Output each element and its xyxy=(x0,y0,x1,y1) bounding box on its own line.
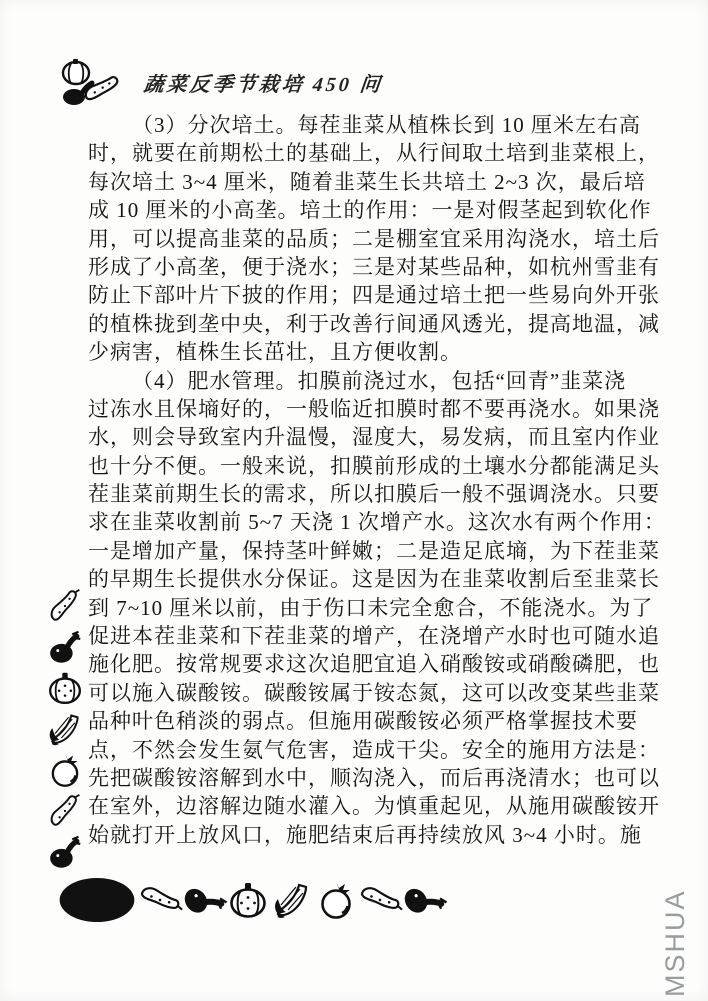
pumpkin-icon xyxy=(47,670,83,706)
corn-icon xyxy=(47,711,83,747)
body-line: 也十分不便。一般来说，扣膜前形成的土壤水分都能满足头 xyxy=(88,453,660,478)
pumpkin-icon xyxy=(228,880,268,920)
body-line: 防止下部叶片下披的作用；四是通过培土把一些易向外开张 xyxy=(88,283,660,308)
body-line: 一是增加产量，保持茎叶鲜嫩；二是造足底墒，为下茬韭菜 xyxy=(88,538,660,563)
body-line: 可以施入碳酸铵。碳酸铵属于铵态氮，这可以改变某些韭菜 xyxy=(88,680,660,705)
body-line: 少病害，植株生长茁壮，且方便收割。 xyxy=(88,340,462,365)
body-line: 始就打开上放风口，施肥结束后再持续放风 3~4 小时。施 xyxy=(88,822,642,847)
body-line: （3）分次培土。每茬韭菜从植株长到 10 厘米左右高 xyxy=(132,113,641,137)
vegetable-cluster-icon xyxy=(60,57,132,107)
body-text xyxy=(88,111,666,849)
eggplant-icon xyxy=(47,629,83,665)
tomato-icon xyxy=(47,752,83,788)
cucumber-icon xyxy=(355,875,405,925)
left-margin-icons xyxy=(38,588,92,870)
body-line: 的植株拢到垄中央，利于改善行间通风透光，提高地温，减 xyxy=(88,311,660,336)
body-line: 品种叶色稍淡的弱点。但施用碳酸铵必须严格掌握技术要 xyxy=(88,709,638,734)
eggplant-icon xyxy=(396,872,452,928)
body-line: 形成了小高垄，便于浇水；三是对某些品种，如杭州雪韭有 xyxy=(88,254,660,279)
tomato-icon xyxy=(316,880,356,920)
corn-icon xyxy=(272,880,312,920)
body-line: 促进本茬韭菜和下茬韭菜的增产，在浇增产水时也可随水追 xyxy=(88,624,660,649)
body-line: 茬韭菜前期生长的需求，所以扣膜后一般不强调浇水。只要 xyxy=(88,482,660,507)
black-ellipse-icon xyxy=(58,877,136,923)
body-line: 成 10 厘米的小高垄。培土的作用：一是对假茎起到软化作 xyxy=(88,198,652,223)
body-line: 过冻水且保墒好的，一般临近扣膜时都不要再浇水。如果浇 xyxy=(88,396,660,421)
page-header xyxy=(60,56,383,108)
body-line: 到 7~10 厘米以前，由于伤口未完全愈合，不能浇水。为了 xyxy=(88,595,654,620)
body-line: 水，则会导致室内升温慢，湿度大，易发病，而且室内作业 xyxy=(88,425,660,450)
body-line: 点，不然会发生氨气危害，造成干尖。安全的施用方法是： xyxy=(88,737,660,762)
body-line: 求在韭菜收割前 5~7 天浇 1 次增产水。这次水有两个作用： xyxy=(88,510,666,535)
body-line: 在室外，边溶解边随水灌入。为慎重起见，从施用碳酸铵开 xyxy=(88,794,660,819)
footer-icons xyxy=(58,876,444,924)
body-line: 的早期生长提供水分保证。这是因为在韭菜收割后至韭菜长 xyxy=(88,567,660,592)
body-line: （4）肥水管理。扣膜前浇过水，包括“回青”韭菜浇 xyxy=(132,368,627,393)
body-line: 先把碳酸铵溶解到水中，顺沟浇入，而后再浇清水；也可以 xyxy=(88,765,660,790)
cucumber-icon xyxy=(135,875,185,925)
running-title: 蔬菜反季节栽培 450 问 xyxy=(142,73,384,96)
eggplant-icon xyxy=(176,872,232,928)
cucumber-icon xyxy=(47,588,83,624)
body-line: 每次培土 3~4 厘米，随着韭菜生长共培土 2~3 次，最后培 xyxy=(88,169,646,194)
body-line: 时，就要在前期松土的基础上，从行间取土培到韭菜根上， xyxy=(88,141,660,166)
watermark: MSHUA xyxy=(660,889,690,997)
body-line: 施化肥。按常规要求这次追肥宜追入硝酸铵或硝酸磷肥，也 xyxy=(88,652,660,677)
cucumber-icon xyxy=(47,793,83,829)
body-line: 用，可以提高韭菜的品质；二是棚室宜采用沟浇水，培土后 xyxy=(88,226,660,251)
eggplant-icon xyxy=(47,834,83,870)
